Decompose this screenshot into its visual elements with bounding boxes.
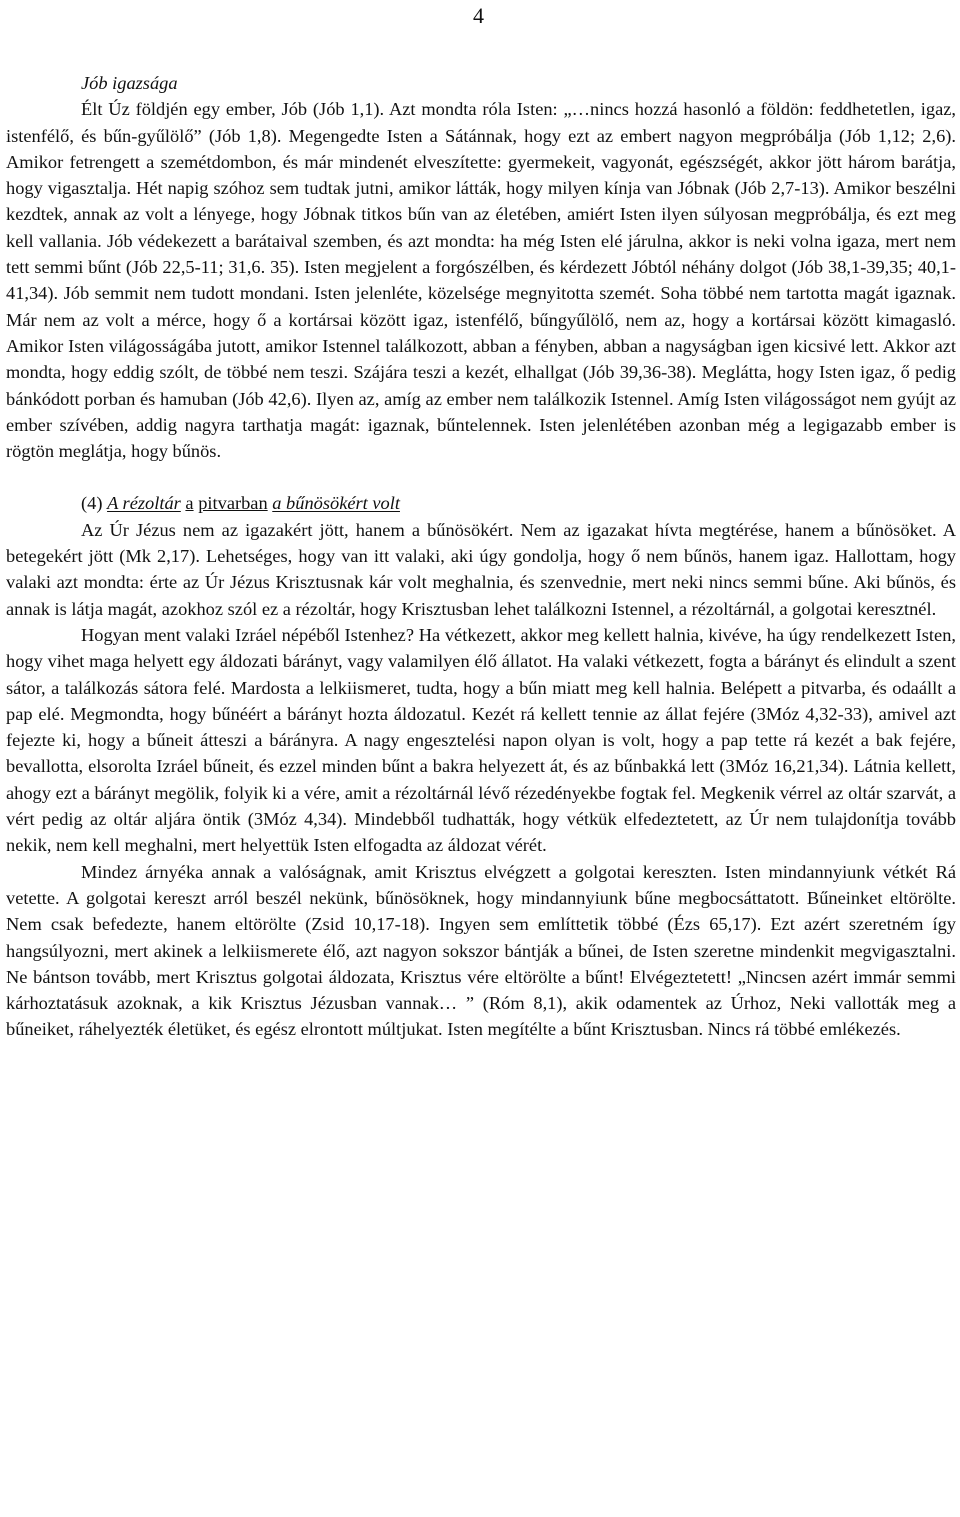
section-title-job: Jób igazsága — [81, 73, 178, 93]
paragraph-rezoltar-1: Az Úr Jézus nem az igazakért jött, hanem a bűnösökért. Nem az igazakat hívta megtérése, hanem a bűnösöket. A betegekért jött (Mk 2,17). Lehetséges, hogy van itt valaki, aki úgy gondolja, hogy ő nem bűnös, hanem igaz. Hallottam, hogy valaki azt mondta: érte az Úr Jézus Krisztusnak kár volt meghalnia, és szenvednie, mert neki nincs semmi bűne. Aki bűnös, és annak is látja magát, azokhoz szól ez a rézoltár, hogy Krisztusban lehet találkozni Istennel, a rézoltárnál, a golgotai keresztnél. — [6, 519, 956, 619]
section-number: (4) — [81, 493, 103, 514]
document-body — [6, 70, 956, 1043]
section-title-part-d: a bűnösökért volt — [272, 493, 400, 514]
paragraph-job: Élt Úz földjén egy ember, Jób (Jób 1,1). Azt mondta róla Isten: „…nincs hozzá hasonló a földön: feddhetetlen, igaz, istenfélő, és bűn-gyűlölő” (Jób 1,8). Megengedte Isten a Sátánnak, hogy ezt az embert nagyon megpróbálja (Jób 1,12; 2,6). Amikor fetrengett a szemétdombon, és már mindenét elveszítette: gyermekeit, vagyonát, egészségét, akkor jött három barátja, hogy vigasztalja. Hét napig szóhoz sem tudtak jutni, amikor látták, hogy milyen kínja van Jóbnak (Jób 2,7-13). Amikor beszélni kezdtek, annak az volt a lényege, hogy Jóbnak titkos bűn van az életében, amiért Isten ilyen súlyosan megpróbálja, és ezt meg kell vallania. Jób védekezett a barátaival szemben, és azt mondta: ha még Isten elé járulna, akkor is neki volna igaza, mert nem tett semmi bűnt (Jób 22,5-11; 31,6. 35). Isten megjelent a forgószélben, és kérdezett Jóbtól néhány dolgot (Jób 38,1-39,35; 40,1-41,34). Jób semmit nem tudott mondani. Isten jelenléte, közelsége megnyitotta szemét. Soha többé nem tartotta magát igaznak. Már nem az volt a mérce, hogy ő a kortársai között igaz, istenfélő, bűngyűlölő, nem az, hogy a kortársai között kimagasló. Amikor Isten világosságába jutott, amikor Istennel találkozott, abban a fényben, abban a nagyságban igen kicsivé lett. Akkor azt mondta, hogy eddig szólt, de többé nem teszi. Szájára teszi a kezét, elhallgat (Jób 39,36-38). Meglátta, hogy Isten igaz, ő pedig bánkódott porban és hamuban (Jób 42,6). Ilyen az, amíg az ember nem találkozik Istennel. Amíg Isten világosságot nem gyújt az ember szívében, addig nagyra tarthatja magát: igaznak, bűntelennek. Isten jelenlétében azonban még a legigazabb ember is rögtön meglátja, hogy bűnös. — [6, 99, 956, 462]
section-title-rezoltar — [81, 490, 956, 516]
page-number: 4 — [473, 3, 484, 28]
section-title-part-c: pitvarban — [198, 493, 268, 514]
paragraph-rezoltar-2: Hogyan ment valaki Izráel népéből Istenhez? Ha vétkezett, akkor meg kellett halnia, kivéve, ha úgy rendelkezett Isten, hogy vihet maga helyett egy áldozati bárányt, vagy valamilyen élő állatot. Ha valaki vétkezett, fogta a bárányt és elindult a szent sátor, a találkozás sátora felé. Mardosta a lelkiismeret, tudta, hogy a bűn miatt meg kell halnia. Belépett a pitvarba, és odaállt a pap elé. Megmondta, hogy bűnéért a bárányt hozta áldozatul. Kezét rá kellett tennie az állat fejére (3Móz 4,32-33), amivel azt fejezte ki, hogy a bűneit átteszi a bárányra. A nagy engesztelési napon olyan is volt, hogy a pap tette rá kezét a bak fejére, bevallotta, elsorolta Izráel bűneit, és ezzel minden bűnt a bakra helyezett át, és az bűnbakká lett (3Móz 16,21,34). Látnia kellett, ahogy ezt a bárányt megölik, folyik ki a vére, amit a rézoltárnál lévő rézedényekbe fogtak fel. Megkenik vérrel az oltár szarvát, a vért pedig az oltár aljára öntik (3Móz 4,34). Mindebből tudhatták, hogy vétkük elfedeztetett, az Úr nem tulajdonítja tovább nekik, nem kell meghalni, mert helyettük Isten elfogadta az áldozat vérét. — [6, 624, 956, 856]
section-spacer — [6, 464, 956, 490]
section-title-part-b: a — [185, 493, 194, 514]
section-title-part-a: A rézoltár — [107, 493, 181, 514]
paragraph-rezoltar-3: Mindez árnyéka annak a valóságnak, amit Krisztus elvégzett a golgotai kereszten. Isten mindannyiunk vétkét Rá vetette. A golgotai kereszt arról beszél nekünk, bűnösöknek, hogy mindannyiunk bűne megbocsáttatott. Bűneinket eltörölte. Nem csak befedezte, hanem eltörölte (Zsid 10,17-18). Ingyen sem említtetik többé (Ézs 65,17). Ezt azért szeretném így hangsúlyozni, mert akinek a lelkiismerete élő, azt nagyon sokszor bántják a bűnei, de Isten szeretne mindenkit megvigasztalni. Ne bántson tovább, mert Krisztus golgotai áldozata, Krisztus vére eltörölte a bűnt! Elvégeztetett! „Nincsen azért immár semmi kárhoztatásuk azoknak, a kik Krisztus Jézusban vannak… ” (Róm 8,1), akik odamentek az Úrhoz, Neki vallották meg a bűneiket, ráhelyezték életüket, és egész elrontott múltjukat. Isten megítélte a bűnt Krisztusban. Nincs rá többé emlékezés. — [6, 861, 956, 1040]
